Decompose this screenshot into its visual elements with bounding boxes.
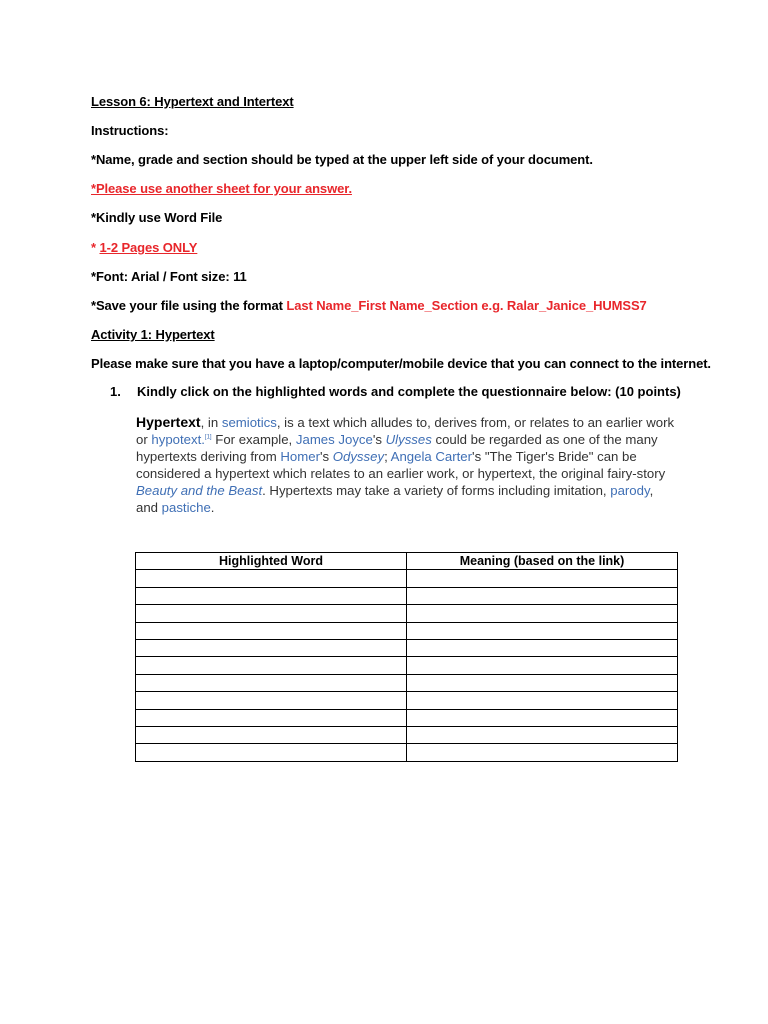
table-row — [136, 709, 678, 726]
meaning-cell[interactable] — [407, 692, 678, 709]
meaning-cell[interactable] — [407, 587, 678, 604]
word-cell[interactable] — [136, 692, 407, 709]
table-row — [136, 605, 678, 622]
instruction-file-format — [91, 298, 647, 314]
table-row — [136, 744, 678, 761]
quote-text: 's "The Tiger's Bride" can be considered a hypertext which relates to an earlier work, or hypertext, the original fairy-story — [136, 449, 666, 481]
link-pastiche[interactable]: pastiche — [161, 500, 211, 515]
lesson-title: Lesson 6: Hypertext and Intertext — [91, 94, 294, 109]
link-ulysses[interactable]: Ulysses — [385, 432, 432, 447]
meaning-cell[interactable] — [407, 570, 678, 587]
link-homer[interactable]: Homer — [280, 449, 320, 464]
instruction-word-file: *Kindly use Word File — [91, 210, 223, 225]
instruction-another-sheet: *Please use another sheet for your answer. — [91, 181, 352, 196]
answer-table — [135, 552, 678, 762]
activity-heading: Activity 1: Hypertext — [91, 327, 215, 342]
meaning-cell[interactable] — [407, 744, 678, 761]
table-row — [136, 674, 678, 691]
link-beauty-and-the-beast[interactable]: Beauty and the Beast — [136, 483, 263, 498]
table-row — [136, 570, 678, 587]
word-cell[interactable] — [136, 587, 407, 604]
link-hypotext[interactable]: hypotext. — [151, 432, 205, 447]
instruction-file-format-prefix: *Save your file using the format — [91, 298, 287, 313]
instruction-name-grade-section: *Name, grade and section should be typed at the upper left side of your document. — [91, 152, 593, 167]
word-cell[interactable] — [136, 709, 407, 726]
footnote-reference[interactable]: [1] — [204, 434, 212, 441]
meaning-cell[interactable] — [407, 605, 678, 622]
quote-text: , is a text which alludes to, derives from, or relates to an earlier work or — [136, 415, 675, 447]
link-odyssey[interactable]: Odyssey — [332, 449, 385, 464]
word-cell[interactable] — [136, 605, 407, 622]
instruction-page-limit — [91, 240, 197, 256]
table-header-row — [136, 553, 678, 570]
word-cell[interactable] — [136, 639, 407, 656]
word-cell[interactable] — [136, 726, 407, 743]
word-cell[interactable] — [136, 622, 407, 639]
instructions-heading: Instructions: — [91, 123, 169, 138]
list-item — [110, 384, 681, 400]
quote-text: , and — [136, 483, 654, 515]
meaning-cell[interactable] — [407, 709, 678, 726]
word-cell[interactable] — [136, 570, 407, 587]
quote-text: could be regarded as one of the many hypertexts deriving from — [136, 432, 658, 464]
table-row — [136, 639, 678, 656]
word-cell[interactable] — [136, 744, 407, 761]
table-row — [136, 726, 678, 743]
table-row — [136, 587, 678, 604]
list-item-text: Kindly click on the highlighted words and complete the questionnaire below: (10 points) — [137, 384, 681, 399]
instruction-page-limit-text: 1-2 Pages ONLY — [99, 240, 198, 255]
table-row — [136, 692, 678, 709]
quote-text: 's — [319, 449, 333, 464]
meaning-cell[interactable] — [407, 657, 678, 674]
meaning-cell[interactable] — [407, 726, 678, 743]
file-format-example: Last Name_First Name_Section e.g. Ralar_Janice_HUMSS7 — [286, 298, 647, 313]
link-james-joyce[interactable]: James Joyce — [295, 432, 373, 447]
quote-text: . Hypertexts may take a variety of forms including imitation, — [262, 483, 611, 498]
quote-text: ; — [384, 449, 391, 464]
word-cell[interactable] — [136, 657, 407, 674]
link-angela-carter[interactable]: Angela Carter — [390, 449, 473, 464]
column-header-highlighted-word: Highlighted Word — [136, 553, 407, 570]
hypertext-definition-quote — [136, 414, 676, 516]
column-header-meaning: Meaning (based on the link) — [407, 553, 678, 570]
table-row — [136, 622, 678, 639]
meaning-cell[interactable] — [407, 674, 678, 691]
meaning-cell[interactable] — [407, 639, 678, 656]
list-number: 1. — [110, 384, 121, 399]
quote-text: For example, — [211, 432, 296, 447]
table-row — [136, 657, 678, 674]
word-cell[interactable] — [136, 674, 407, 691]
quote-term: Hypertext — [136, 414, 201, 430]
meaning-cell[interactable] — [407, 622, 678, 639]
link-semiotics[interactable]: semiotics — [221, 415, 277, 430]
link-parody[interactable]: parody — [610, 483, 650, 498]
activity-intro: Please make sure that you have a laptop/computer/mobile device that you can connect to the internet. — [91, 356, 711, 371]
quote-text: , in — [200, 415, 222, 430]
quote-text: . — [210, 500, 215, 515]
instruction-font: *Font: Arial / Font size: 11 — [91, 269, 247, 284]
instruction-page-limit-prefix: * — [91, 240, 100, 255]
quote-text: 's — [372, 432, 386, 447]
